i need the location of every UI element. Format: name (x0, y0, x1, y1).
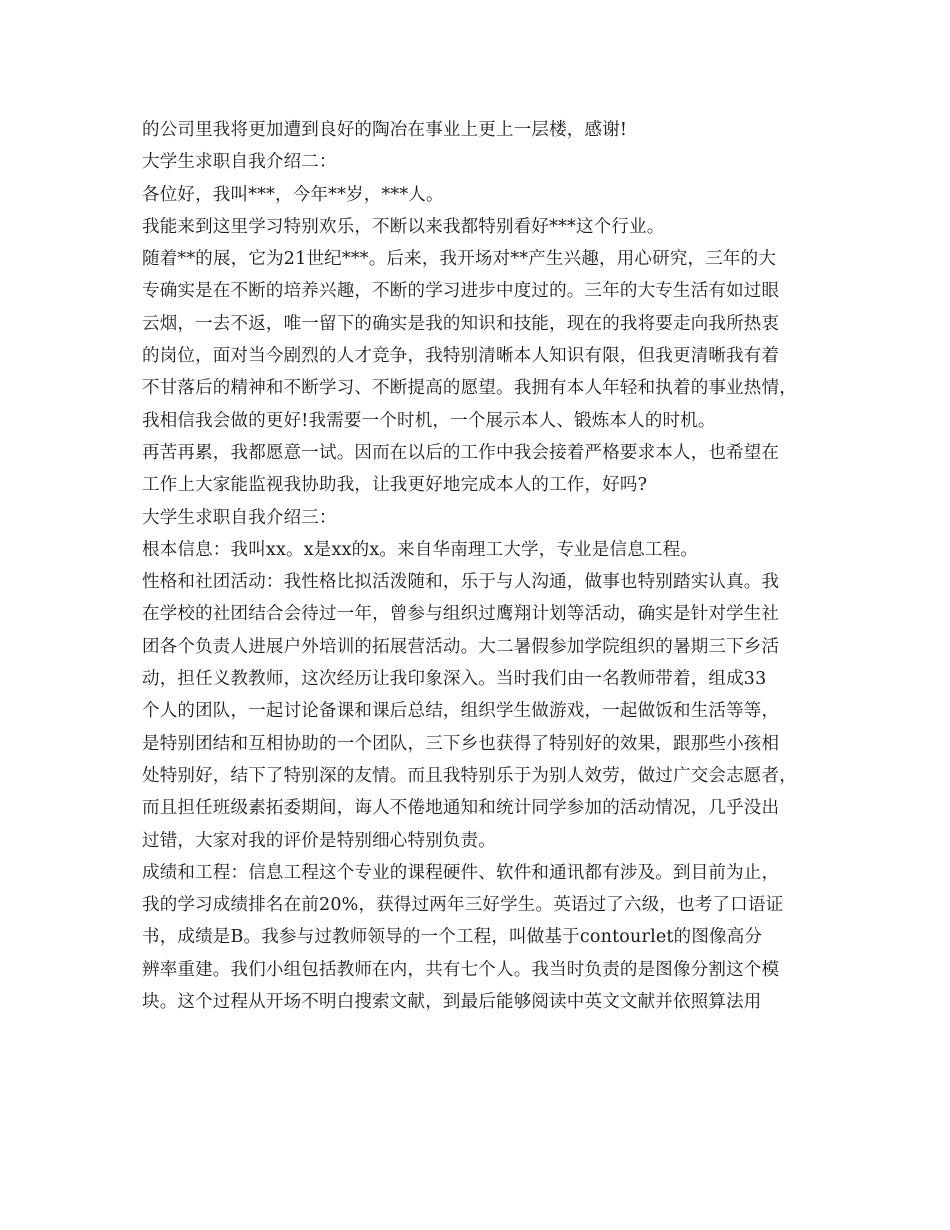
text-line: 我能来到这里学习特别欢乐，不断以来我都特别看好***这个行业。 (142, 216, 665, 237)
text-line: 动，担任义教教师，这次经历让我印象深入。当时我们由一名教师带着，组成33 (142, 669, 767, 690)
text-line: 再苦再累，我都愿意一试。因而在以后的工作中我会接着严格要求本人，也希望在 (142, 442, 780, 463)
text-line: 云烟，一去不返，唯一留下的确实是我的知识和技能，现在的我将要走向我所热衷 (142, 313, 780, 334)
text-line: 的岗位，面对当今剧烈的人才竞争，我特别清晰本人知识有限，但我更清晰我有着 (142, 346, 780, 367)
text-line: 不甘落后的精神和不断学习、不断提高的愿望。我拥有本人年轻和执着的事业热情， (142, 378, 797, 399)
text-line: 辨率重建。我们小组包括教师在内，共有七个人。我当时负责的是图像分割这个模 (142, 959, 780, 980)
text-line: 个人的团队，一起讨论备课和课后总结，组织学生做游戏，一起做饭和生活等等， (142, 701, 780, 722)
section-heading: 大学生求职自我介绍二： (142, 152, 337, 173)
text-line: 团各个负责人进展户外培训的拓展营活动。大二暑假参加学院组织的暑期三下乡活 (142, 636, 780, 657)
text-line: 我的学习成绩排名在前20%，获得过两年三好学生。英语过了六级，也考了口语证 (142, 895, 784, 916)
text-line: 处特别好，结下了特别深的友情。而且我特别乐于为别人效劳，做过广交会志愿者， (142, 765, 797, 786)
text-line: 我相信我会做的更好!我需要一个时机，一个展示本人、锻炼本人的时机。 (142, 410, 716, 431)
text-line: 工作上大家能监视我协助我，让我更好地完成本人的工作，好吗? (142, 475, 648, 496)
text-line: 过错，大家对我的评价是特别细心特别负责。 (142, 830, 496, 851)
text-line: 在学校的社团结合会待过一年，曾参与组织过鹰翔计划等活动，确实是针对学生社 (142, 604, 780, 625)
text-line: 书，成绩是B。我参与过教师领导的一个工程，叫做基于contourlet的图像高分 (142, 927, 763, 948)
text-line: 根本信息：我叫xx。x是xx的x。来自华南理工大学，专业是信息工程。 (142, 539, 699, 560)
document-body (142, 114, 832, 1018)
text-line: 的公司里我将更加遭到良好的陶冶在事业上更上一层楼，感谢! (142, 120, 628, 140)
text-line: 性格和社团活动：我性格比拟活泼随和，乐于与人沟通，做事也特别踏实认真。我 (142, 572, 780, 593)
text-line: 是特别团结和互相协助的一个团队，三下乡也获得了特别好的效果，跟那些小孩相 (142, 733, 780, 754)
text-line: 块。这个过程从开场不明白搜索文献，到最后能够阅读中英文文献并依照算法用 (142, 992, 762, 1013)
text-line: 随着**的展，它为21世纪***。后来，我开场对**产生兴趣，用心研究，三年的大 (142, 249, 777, 270)
section-heading: 大学生求职自我介绍三： (142, 507, 337, 528)
text-line: 成绩和工程：信息工程这个专业的课程硬件、软件和通讯都有涉及。到目前为止， (142, 862, 780, 883)
text-line: 而且担任班级素拓委期间，诲人不倦地通知和统计同学参加的活动情况，几乎没出 (142, 798, 780, 819)
text-line: 各位好，我叫***，今年**岁，***人。 (142, 184, 444, 205)
text-line: 专确实是在不断的培养兴趣，不断的学习进步中度过的。三年的大专生活有如过眼 (142, 281, 780, 302)
